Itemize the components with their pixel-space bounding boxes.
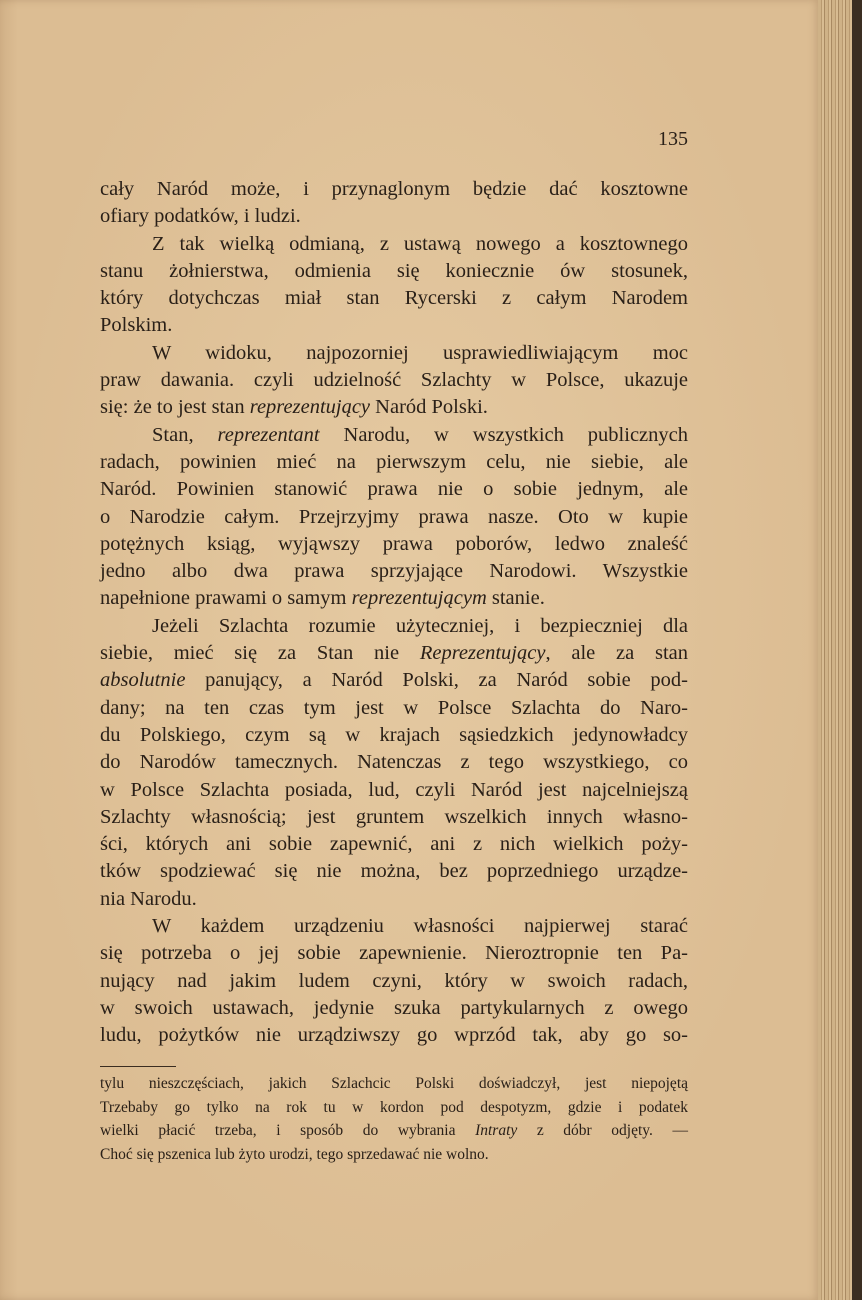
text-run: stanie. [486, 587, 545, 610]
text-line: cały Naród może, i przynaglonym będzie dać kosztowne [100, 178, 688, 200]
text-line: du Polskiego, czym są w krajach sąsiedzkich jedynowładcy [100, 723, 688, 746]
text-line [100, 640, 688, 667]
text-line: nujący nad jakim ludem czyni, który w swoich radach, [100, 969, 688, 992]
page-number: 135 [658, 128, 688, 150]
text-line: ofiary podatków, i ludzi. [100, 205, 301, 228]
footnote-divider [100, 1066, 176, 1067]
emphasized-text: reprezentującym [351, 587, 487, 610]
emphasized-text: Intraty [475, 1122, 518, 1139]
text-line [100, 585, 688, 612]
emphasized-text: Reprezentujący [419, 642, 546, 665]
text-line: radach, powinien mieć na pierwszym celu, nie siebie, ale [100, 450, 688, 473]
text-line: dany; na ten czas tym jest w Polsce Szlachta do Naro- [100, 696, 688, 719]
text-line: Szlachty własnością; jest gruntem wszelkich innych własno- [100, 805, 688, 828]
text-line: w Polsce Szlachta posiada, lud, czyli Naród jest najcelniejszą [100, 778, 688, 801]
text-line: potężnych ksiąg, wyjąwszy prawa poborów, ledwo znaleść [100, 532, 688, 555]
footnote-text [100, 1072, 688, 1166]
text-line: do Narodów tamecznych. Natenczas z tego wszystkiego, co [100, 751, 688, 774]
text-line: w swoich ustawach, jedynie szuka partykularnych z owego [100, 996, 688, 1019]
text-run: panujący, a Naród Polski, za Naród sobie pod- [185, 669, 688, 692]
footnote-line: Trzebaby go tylko na rok tu w kordon pod despotyzm, gdzie i podatek [100, 1098, 688, 1116]
emphasized-text: absolutnie [100, 669, 186, 692]
text-run: siebie, mieć się za Stan nie [100, 642, 420, 665]
text-line: tków spodziewać się nie można, bez poprzedniego urządze- [100, 860, 688, 883]
text-line: W każdem urządzeniu własności najpierwej starać [152, 915, 688, 938]
text-line: ludu, pożytków nie urządziwszy go wprzód tak, aby go so- [100, 1024, 688, 1047]
text-line: W widoku, najpozorniej usprawiedliwiającym moc [152, 341, 688, 364]
text-line [100, 422, 688, 449]
text-line: o Narodzie całym. Przejrzyjmy prawa nasze. Oto w kupie [100, 505, 688, 528]
text-run: się: że to jest stan [100, 396, 250, 419]
footnote-line: tylu nieszczęściach, jakich Szlachcic Polski doświadczył, jest niepojętą [100, 1075, 688, 1092]
text-run: Naród Polski. [370, 396, 488, 419]
text-line: nia Narodu. [100, 887, 197, 910]
text-run: napełnione prawami o samym [100, 587, 352, 610]
text-line: praw dawania. czyli udzielność Szlachty w Polsce, ukazuje [100, 369, 688, 392]
footnote-line [100, 1119, 688, 1143]
text-line: jedno albo dwa prawa sprzyjające Narodowi. Wszystkie [100, 560, 688, 583]
text-run: , ale za stan [545, 642, 688, 665]
text-line: się potrzeba o jej sobie zapewnienie. Nieroztropnie ten Pa- [100, 942, 688, 965]
text-line: ści, których ani sobie zapewnić, ani z nich wielkich poży- [100, 833, 688, 856]
text-line: Naród. Powinien stanowić prawa nie o sobie jednym, ale [100, 478, 688, 501]
text-line: Jeżeli Szlachta rozumie użyteczniej, i bezpieczniej dla [152, 614, 688, 637]
text-line: Z tak wielką odmianą, z ustawą nowego a kosztownego [152, 232, 688, 255]
emphasized-text: reprezentujący [249, 396, 371, 419]
text-line: Polskim. [100, 314, 173, 337]
footnote-line: Choć się pszenica lub żyto urodzi, tego sprzedawać nie wolno. [100, 1145, 489, 1163]
text-run: Narodu, w wszystkich publicznych [319, 423, 688, 446]
text-line: stanu żołnierstwa, odmienia się koniecznie ów stosunek, [100, 259, 688, 282]
text-run: z dóbr odjęty. — [517, 1122, 688, 1139]
emphasized-text: reprezentant [217, 423, 320, 446]
text-line [100, 667, 688, 694]
main-text [100, 176, 688, 1050]
text-line: który dotychczas miał stan Rycerski z całym Narodem [100, 287, 688, 310]
book-page-edges [818, 0, 862, 1300]
text-run: wielki płacić trzeba, i sposób do wybrania [100, 1122, 476, 1139]
text-line [100, 394, 688, 421]
text-run: Stan, [152, 423, 218, 446]
